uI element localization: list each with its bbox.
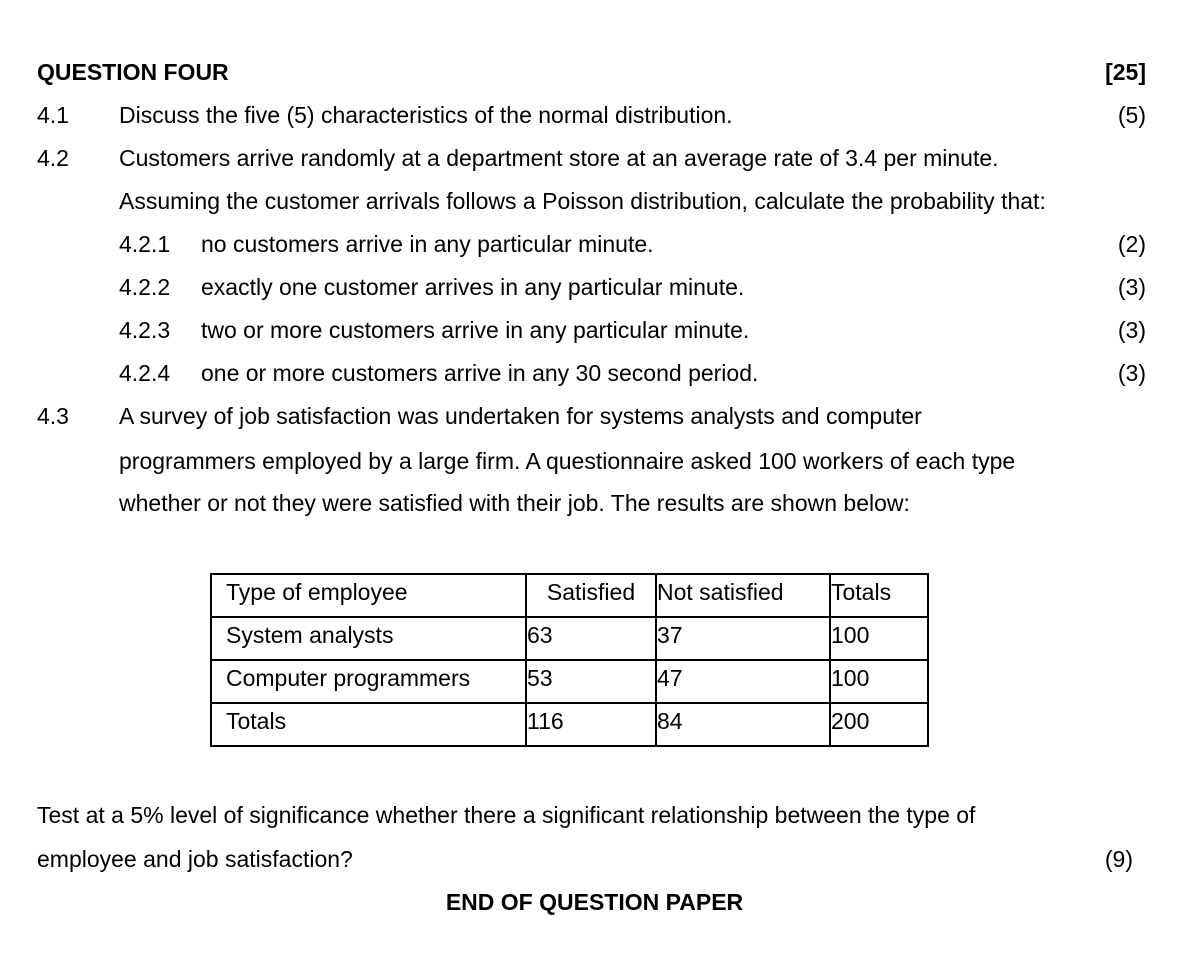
subitem-number-4-2-4: 4.2.4 [119, 360, 171, 386]
table-cell: 47 [656, 660, 830, 703]
item-marks-4-1: (5) [1117, 102, 1146, 128]
table-cell: Computer programmers [211, 660, 526, 703]
subitem-marks-4-2-3: (3) [1117, 317, 1146, 343]
table-header-cell: Type of employee [211, 574, 526, 617]
table-header-cell: Satisfied [526, 574, 656, 617]
table-row [211, 617, 928, 660]
item-number-4-1: 4.1 [37, 102, 69, 128]
subitem-marks-4-2-2: (3) [1117, 274, 1146, 300]
item-text-4-3-line1: A survey of job satisfaction was undertaken for systems analysts and computer [119, 403, 922, 429]
test-text-line2: employee and job satisfaction? [37, 846, 353, 872]
item-number-4-2: 4.2 [37, 145, 69, 171]
subitem-text-4-2-3: two or more customers arrive in any particular minute. [201, 317, 750, 343]
item-text-4-1: Discuss the five (5) characteristics of the normal distribution. [119, 102, 733, 128]
subitem-text-4-2-1: no customers arrive in any particular minute. [201, 231, 654, 257]
item-number-4-3: 4.3 [37, 403, 69, 429]
table-row [211, 660, 928, 703]
table-header-row [211, 574, 928, 617]
subitem-number-4-2-3: 4.2.3 [119, 317, 171, 343]
item-text-4-3-line3: whether or not they were satisfied with their job. The results are shown below: [119, 490, 910, 516]
table-cell: System analysts [211, 617, 526, 660]
subitem-marks-4-2-4: (3) [1117, 360, 1146, 386]
table-cell: 100 [830, 617, 928, 660]
table-row [211, 703, 928, 746]
table-cell: 200 [830, 703, 928, 746]
table-header-cell: Totals [830, 574, 928, 617]
table-cell: 37 [656, 617, 830, 660]
item-text-4-3-line2: programmers employed by a large firm. A questionnaire asked 100 workers of each type [119, 448, 1016, 474]
item-text-4-2-line2: Assuming the customer arrivals follows a Poisson distribution, calculate the probability that: [119, 188, 1046, 214]
table-cell: 63 [526, 617, 656, 660]
subitem-text-4-2-4: one or more customers arrive in any 30 second period. [201, 360, 759, 386]
subitem-text-4-2-2: exactly one customer arrives in any particular minute. [201, 274, 745, 300]
item-text-4-2-line1: Customers arrive randomly at a department store at an average rate of 3.4 per minute. [119, 145, 999, 171]
subitem-number-4-2-2: 4.2.2 [119, 274, 171, 300]
subitem-number-4-2-1: 4.2.1 [119, 231, 171, 257]
table-cell: 100 [830, 660, 928, 703]
table-cell: 116 [526, 703, 656, 746]
table-cell: 53 [526, 660, 656, 703]
end-of-paper: END OF QUESTION PAPER [445, 889, 744, 915]
test-text-line1: Test at a 5% level of significance whether there a significant relationship between the type of [37, 802, 976, 828]
test-marks: (9) [1104, 846, 1133, 872]
job-satisfaction-table [210, 573, 929, 747]
subitem-marks-4-2-1: (2) [1117, 231, 1146, 257]
table-cell: Totals [211, 703, 526, 746]
question-title: QUESTION FOUR [37, 59, 229, 85]
question-total-marks: [25] [1105, 59, 1146, 85]
table-cell: 84 [656, 703, 830, 746]
table-header-cell: Not satisfied [656, 574, 830, 617]
